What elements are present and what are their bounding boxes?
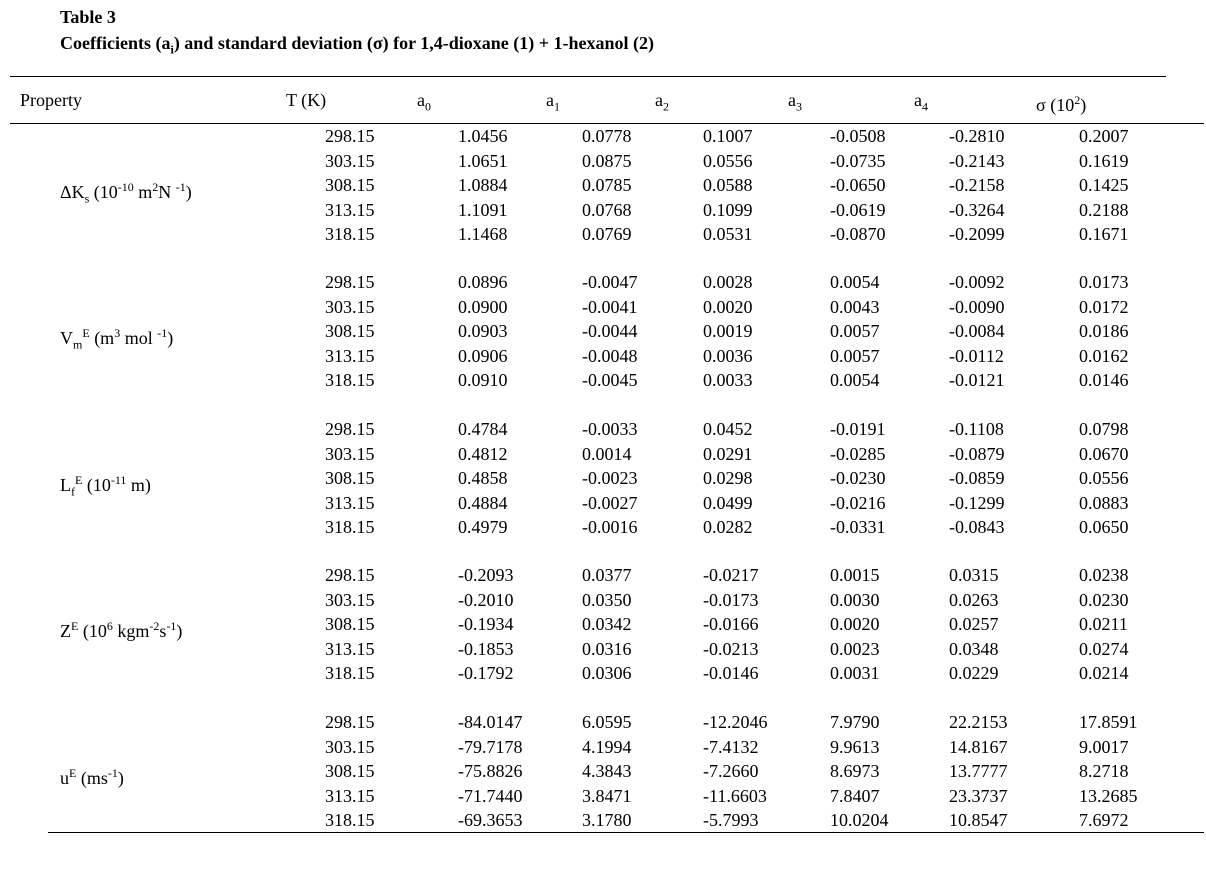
col-header-a3: $a_3$ [788, 90, 802, 114]
table-row [0, 515, 1206, 540]
table-cell: -84.0147 [458, 712, 523, 732]
table-cell: 303.15 [325, 150, 375, 171]
table-cell: -0.0027 [582, 492, 638, 513]
table-cell: -0.0230 [830, 468, 886, 488]
table-cell: 0.0019 [703, 321, 753, 341]
table-row [0, 295, 1206, 320]
table-cell: -0.1108 [949, 419, 1004, 439]
table-cell: 0.4858 [458, 468, 508, 488]
table-cell: -5.7993 [703, 810, 759, 830]
table-cell: -0.0121 [949, 370, 1005, 390]
table-row [0, 222, 1206, 247]
table-row [0, 368, 1206, 393]
property-label-ze: $Z^E$ ($10^6$ $kgm^{-2}s^{-1}$) [60, 619, 183, 641]
table-cell: -0.1792 [458, 663, 514, 683]
table-cell: 318.15 [325, 370, 375, 390]
table-cell: -7.2660 [703, 761, 759, 781]
table-cell: 308.15 [325, 468, 375, 488]
table-row [0, 735, 1206, 760]
table-cell: 1.0456 [458, 126, 508, 146]
table-cell: -0.0879 [949, 443, 1005, 464]
table-cell: 318.15 [325, 517, 375, 537]
table-cell: 303.15 [325, 443, 375, 464]
table-cell: 0.0377 [582, 565, 632, 585]
table-cell: 308.15 [325, 175, 375, 195]
table-cell: -7.4132 [703, 736, 759, 757]
property-group-lfe [0, 417, 1206, 542]
table-cell: 318.15 [325, 663, 375, 683]
col-header-property: Property [20, 90, 82, 110]
table-cell: -0.0216 [830, 492, 886, 513]
table-cell: -0.0033 [582, 419, 638, 439]
table-row [0, 563, 1206, 588]
table-cell: 0.0031 [830, 663, 880, 683]
col-header-a0: $a_0$ [417, 90, 431, 114]
table-cell: 1.1468 [458, 224, 508, 244]
table-cell: 0.0257 [949, 614, 999, 634]
table-row [0, 149, 1206, 174]
table-cell: 0.0186 [1079, 321, 1129, 341]
table-cell: -0.0285 [830, 443, 886, 464]
table-cell: 303.15 [325, 736, 375, 757]
table-title: Coefficients $(a_i)$ and standard deviation (σ) for 1,4-dioxane (1) + 1-hexanol (2) [60, 33, 655, 57]
table-cell: 0.0588 [703, 175, 753, 195]
table-cell: -0.0146 [703, 663, 759, 683]
table-cell: 9.0017 [1079, 736, 1129, 757]
property-group-ue [0, 710, 1206, 835]
table-cell: 0.0768 [582, 199, 632, 220]
table-cell: -0.0047 [582, 272, 638, 292]
table-cell: 23.3737 [949, 785, 1008, 806]
table-cell: -0.0041 [582, 296, 638, 317]
table-cell: 0.0778 [582, 126, 632, 146]
table-cell: -0.0112 [949, 345, 1004, 366]
table-cell: -0.0619 [830, 199, 886, 220]
col-header-sigma: σ $(10^2)$ [1036, 93, 1087, 115]
table-cell: 0.0036 [703, 345, 753, 366]
property-label-ue: $u^E$ $(ms^{-1})$ [60, 766, 124, 788]
table-cell: 0.0162 [1079, 345, 1129, 366]
table-cell: 0.0350 [582, 589, 632, 610]
table-cell: 0.0531 [703, 224, 753, 244]
table-row [0, 588, 1206, 613]
table-cell: 0.0900 [458, 296, 508, 317]
table-cell: 9.9613 [830, 736, 880, 757]
property-group-ze [0, 563, 1206, 688]
table-cell: -0.2158 [949, 175, 1005, 195]
table-cell: 308.15 [325, 761, 375, 781]
table-cell: -0.1299 [949, 492, 1005, 513]
table-number: Table 3 [60, 7, 116, 27]
table-cell: 0.0020 [830, 614, 880, 634]
table-cell: 0.0282 [703, 517, 753, 537]
table-cell: 7.9790 [830, 712, 880, 732]
table-cell: 0.4812 [458, 443, 508, 464]
table-row [0, 173, 1206, 198]
table-cell: 0.0903 [458, 321, 508, 341]
table-cell: 7.6972 [1079, 810, 1129, 830]
table-row [0, 198, 1206, 223]
table-cell: 0.0499 [703, 492, 753, 513]
table-cell: 0.1425 [1079, 175, 1129, 195]
table-cell: 298.15 [325, 712, 375, 732]
table-cell: 0.0906 [458, 345, 508, 366]
table-cell: 8.6973 [830, 761, 880, 781]
table-cell: 0.1619 [1079, 150, 1129, 171]
table-cell: -0.0023 [582, 468, 638, 488]
table-cell: 0.0020 [703, 296, 753, 317]
table-cell: 0.0043 [830, 296, 880, 317]
table-cell: -71.7440 [458, 785, 523, 806]
table-cell: -0.0508 [830, 126, 886, 146]
table-cell: 0.0910 [458, 370, 508, 390]
table-cell: 313.15 [325, 785, 375, 806]
table-cell: 3.8471 [582, 785, 632, 806]
table-cell: -0.0166 [703, 614, 759, 634]
table-cell: 0.0172 [1079, 296, 1129, 317]
table-cell: -12.2046 [703, 712, 768, 732]
table-caption [60, 4, 654, 63]
table-cell: -0.2010 [458, 589, 514, 610]
table-cell: -0.0191 [830, 419, 886, 439]
table-cell: 298.15 [325, 126, 375, 146]
table-cell: 318.15 [325, 810, 375, 830]
table-cell: 0.0238 [1079, 565, 1129, 585]
table-row [0, 491, 1206, 516]
table-cell: 318.15 [325, 224, 375, 244]
table-cell: -0.0045 [582, 370, 638, 390]
table-cell: -0.0735 [830, 150, 886, 171]
table-cell: -0.1853 [458, 638, 514, 659]
table-cell: 0.0173 [1079, 272, 1129, 292]
table-cell: -0.0016 [582, 517, 638, 537]
table-cell: -0.0650 [830, 175, 886, 195]
table-cell: -0.2099 [949, 224, 1005, 244]
table-cell: 3.1780 [582, 810, 632, 830]
table-cell: 17.8591 [1079, 712, 1138, 732]
table-cell: 0.1099 [703, 199, 753, 220]
table-cell: 0.0054 [830, 370, 880, 390]
table-cell: 1.0884 [458, 175, 508, 195]
table-cell: 0.2188 [1079, 199, 1129, 220]
table-row [0, 710, 1206, 735]
table-cell: 308.15 [325, 321, 375, 341]
table-cell: 308.15 [325, 614, 375, 634]
table-cell: 1.0651 [458, 150, 508, 171]
col-header-a1: $a_1$ [546, 90, 560, 114]
table-cell: 0.0452 [703, 419, 753, 439]
table-cell: 298.15 [325, 565, 375, 585]
table-cell: 0.1007 [703, 126, 753, 146]
table-cell: 14.8167 [949, 736, 1008, 757]
table-cell: 0.4884 [458, 492, 508, 513]
table-cell: -0.0084 [949, 321, 1005, 341]
table-cell: -0.0173 [703, 589, 759, 610]
table-cell: 0.0057 [830, 321, 880, 341]
table-cell: -0.0870 [830, 224, 886, 244]
table-row [0, 784, 1206, 809]
table-cell: -69.3653 [458, 810, 523, 830]
table-cell: -0.0859 [949, 468, 1005, 488]
table-cell: 13.2685 [1079, 785, 1138, 806]
table-row [0, 270, 1206, 295]
table-cell: 0.0229 [949, 663, 999, 683]
table-cell: 0.0342 [582, 614, 632, 634]
table-row [0, 661, 1206, 686]
table-cell: 313.15 [325, 199, 375, 220]
table-cell: 0.0028 [703, 272, 753, 292]
table-cell: 298.15 [325, 419, 375, 439]
table-cell: 0.0033 [703, 370, 753, 390]
table-cell: 0.0230 [1079, 589, 1129, 610]
table-row [0, 319, 1206, 344]
table-cell: 0.0291 [703, 443, 753, 464]
table-cell: 13.7777 [949, 761, 1008, 781]
table-cell: 22.2153 [949, 712, 1008, 732]
table-cell: 10.0204 [830, 810, 889, 830]
table-cell: 0.0896 [458, 272, 508, 292]
col-header-a2: $a_2$ [655, 90, 669, 114]
table-cell: 0.0054 [830, 272, 880, 292]
table-cell: 0.0211 [1079, 614, 1128, 634]
table-cell: 303.15 [325, 589, 375, 610]
table-row [0, 124, 1206, 149]
table-cell: 0.0015 [830, 565, 880, 585]
table-cell: 0.0556 [703, 150, 753, 171]
table-cell: 7.8407 [830, 785, 880, 806]
table-cell: -75.8826 [458, 761, 523, 781]
table-row [0, 417, 1206, 442]
table-cell: 0.0014 [582, 443, 632, 464]
table-cell: 0.0875 [582, 150, 632, 171]
property-group-vme [0, 270, 1206, 395]
table-cell: -0.2810 [949, 126, 1005, 146]
table-cell: -0.0213 [703, 638, 759, 659]
table-cell: -11.6603 [703, 785, 767, 806]
col-header-temperature: T (K) [286, 90, 327, 110]
table-cell: 313.15 [325, 638, 375, 659]
table-row [0, 344, 1206, 369]
table-cell: 4.3843 [582, 761, 632, 781]
table-cell: 0.2007 [1079, 126, 1129, 146]
table-cell: 0.0306 [582, 663, 632, 683]
table-cell: 0.4979 [458, 517, 508, 537]
table-cell: 0.0316 [582, 638, 632, 659]
table-row [0, 637, 1206, 662]
table-cell: -0.0331 [830, 517, 886, 537]
table-cell: 0.0650 [1079, 517, 1129, 537]
table-cell: 0.0023 [830, 638, 880, 659]
table-cell: 0.0348 [949, 638, 999, 659]
table-cell: -0.0092 [949, 272, 1005, 292]
table-cell: -0.2093 [458, 565, 514, 585]
property-group-delta-ks [0, 124, 1206, 249]
table-cell: 0.1671 [1079, 224, 1129, 244]
table-row [0, 808, 1206, 833]
table-cell: -0.0217 [703, 565, 759, 585]
table-cell: 0.0798 [1079, 419, 1129, 439]
table-cell: 10.8547 [949, 810, 1008, 830]
table-cell: 0.0214 [1079, 663, 1129, 683]
table-cell: 6.0595 [582, 712, 632, 732]
table-cell: -0.2143 [949, 150, 1005, 171]
property-label-delta-ks: $\Delta K_s$ ($10^{-10}$ $m^2N$ $^{-1}$) [60, 180, 192, 206]
table-cell: 0.4784 [458, 419, 508, 439]
table-cell: 0.0298 [703, 468, 753, 488]
table-cell: -0.0044 [582, 321, 638, 341]
table-cell: 1.1091 [458, 199, 508, 220]
table-cell: -0.1934 [458, 614, 514, 634]
table-cell: 0.0263 [949, 589, 999, 610]
table-cell: 0.0769 [582, 224, 632, 244]
table-cell: 0.0556 [1079, 468, 1129, 488]
top-rule [10, 76, 1166, 77]
table-cell: 0.0146 [1079, 370, 1129, 390]
table-row [0, 466, 1206, 491]
table-cell: 0.0670 [1079, 443, 1129, 464]
table-cell: 298.15 [325, 272, 375, 292]
table-cell: -0.0843 [949, 517, 1005, 537]
table-cell: 0.0315 [949, 565, 999, 585]
table-cell: 313.15 [325, 492, 375, 513]
table-cell: 313.15 [325, 345, 375, 366]
table-cell: 0.0057 [830, 345, 880, 366]
table-cell: -0.0048 [582, 345, 638, 366]
table-cell: 8.2718 [1079, 761, 1129, 781]
table-cell: 0.0274 [1079, 638, 1129, 659]
table-cell: -0.0090 [949, 296, 1005, 317]
table-cell: 0.0785 [582, 175, 632, 195]
table-cell: 303.15 [325, 296, 375, 317]
table-row [0, 759, 1206, 784]
table-cell: -79.7178 [458, 736, 523, 757]
table-row [0, 612, 1206, 637]
table-row [0, 442, 1206, 467]
col-header-a4: $a_4$ [914, 90, 928, 114]
property-label-vme: $V_m^E$ ($m^3$ mol $^{-1}$) [60, 326, 174, 352]
table-cell: 4.1994 [582, 736, 632, 757]
table-cell: -0.3264 [949, 199, 1005, 220]
table-cell: 0.0030 [830, 589, 880, 610]
table-cell: 0.0883 [1079, 492, 1129, 513]
property-label-lfe: $L_f^E$ ($10^{-11}$ m) [60, 473, 151, 499]
